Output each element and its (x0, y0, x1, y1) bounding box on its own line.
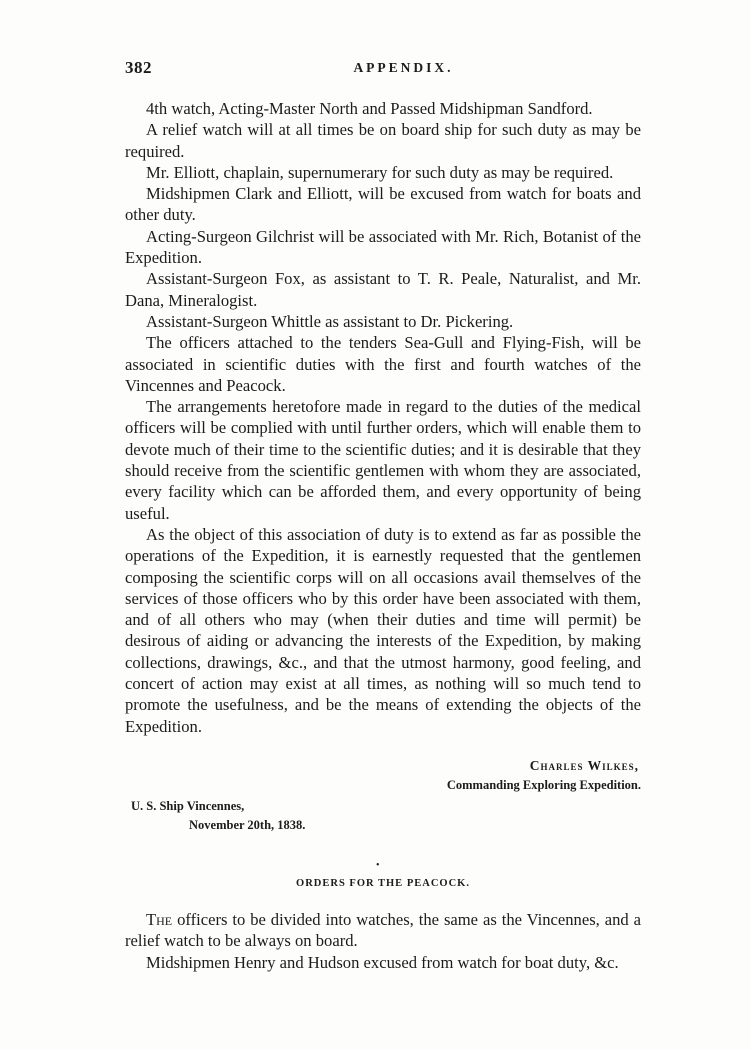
paragraph: 4th watch, Acting-Master North and Passed Midshipman Sandford. (146, 99, 593, 118)
paragraph: The arrangements heretofore made in regard to the duties of the medical officers will be complied with until further orders, which will enable them to devote much of their time to the scientific duties; and it is desirable that they should receive from the scientific gentlemen with whom they are associated, every facility which can be afforded them, and every opportunity of being useful. (125, 397, 641, 523)
opening-word: The (146, 910, 173, 929)
main-text (125, 98, 641, 737)
paragraph: Midshipmen Clark and Elliott, will be excused from watch for boats and other duty. (125, 184, 641, 225)
paragraph: As the object of this association of duty is to extend as far as possible the operations of the Expedition, it is earnestly requested that the gentlemen composing the scientific corps will on all occasions avail themselves of the services of those officers who by this order have been associated with them, and of all others who may (when their duties and time will permit) be desirous of aiding or advancing the interests of the Expedition, by making collections, drawings, &c., and that the utmost harmony, good feeling, and concert of action may exist at all times, as nothing will so much tend to promote the usefulness, and be the means of extending the objects of the Expedition. (125, 524, 641, 736)
dateline-place: U. S. Ship Vincennes, (131, 799, 245, 813)
orders-text (125, 909, 641, 973)
paragraph: A relief watch will at all times be on board ship for such duty as may be required. (125, 120, 641, 161)
signature-block (341, 756, 641, 794)
paragraph: Assistant-Surgeon Fox, as assistant to T. R. Peale, Naturalist, and Mr. Dana, Mineralogist. (125, 269, 641, 310)
paragraph: Midshipmen Henry and Hudson excused from watch for boat duty, &c. (146, 952, 619, 972)
running-head: APPENDIX. (353, 60, 454, 75)
dateline-date: November 20th, 1838. (189, 818, 306, 832)
ornament-dot: • (376, 860, 380, 871)
page-header (125, 58, 642, 82)
paragraph: The officers attached to the tenders Sea-Gull and Flying-Fish, will be associated in scientific duties with the first and fourth watches of the Vincennes and Peacock. (125, 333, 641, 395)
paragraph: Acting-Surgeon Gilchrist will be associated with Mr. Rich, Botanist of the Expedition. (125, 226, 641, 268)
section-heading: ORDERS FOR THE PEACOCK. (296, 878, 470, 889)
signatory-name: Charles Wilkes, (529, 758, 639, 773)
paragraph (125, 909, 641, 952)
paragraph-rest: officers to be divided into watches, the same as the Vincennes, and a relief watch to be always on board. (125, 910, 641, 951)
dateline (131, 797, 305, 835)
paragraph: Assistant-Surgeon Whittle as assistant to Dr. Pickering. (146, 311, 514, 331)
page-number: 382 (125, 58, 152, 77)
signatory-title: Commanding Exploring Expedition. (446, 778, 641, 792)
paragraph: Mr. Elliott, chaplain, supernumerary for such duty as may be required. (146, 162, 614, 182)
